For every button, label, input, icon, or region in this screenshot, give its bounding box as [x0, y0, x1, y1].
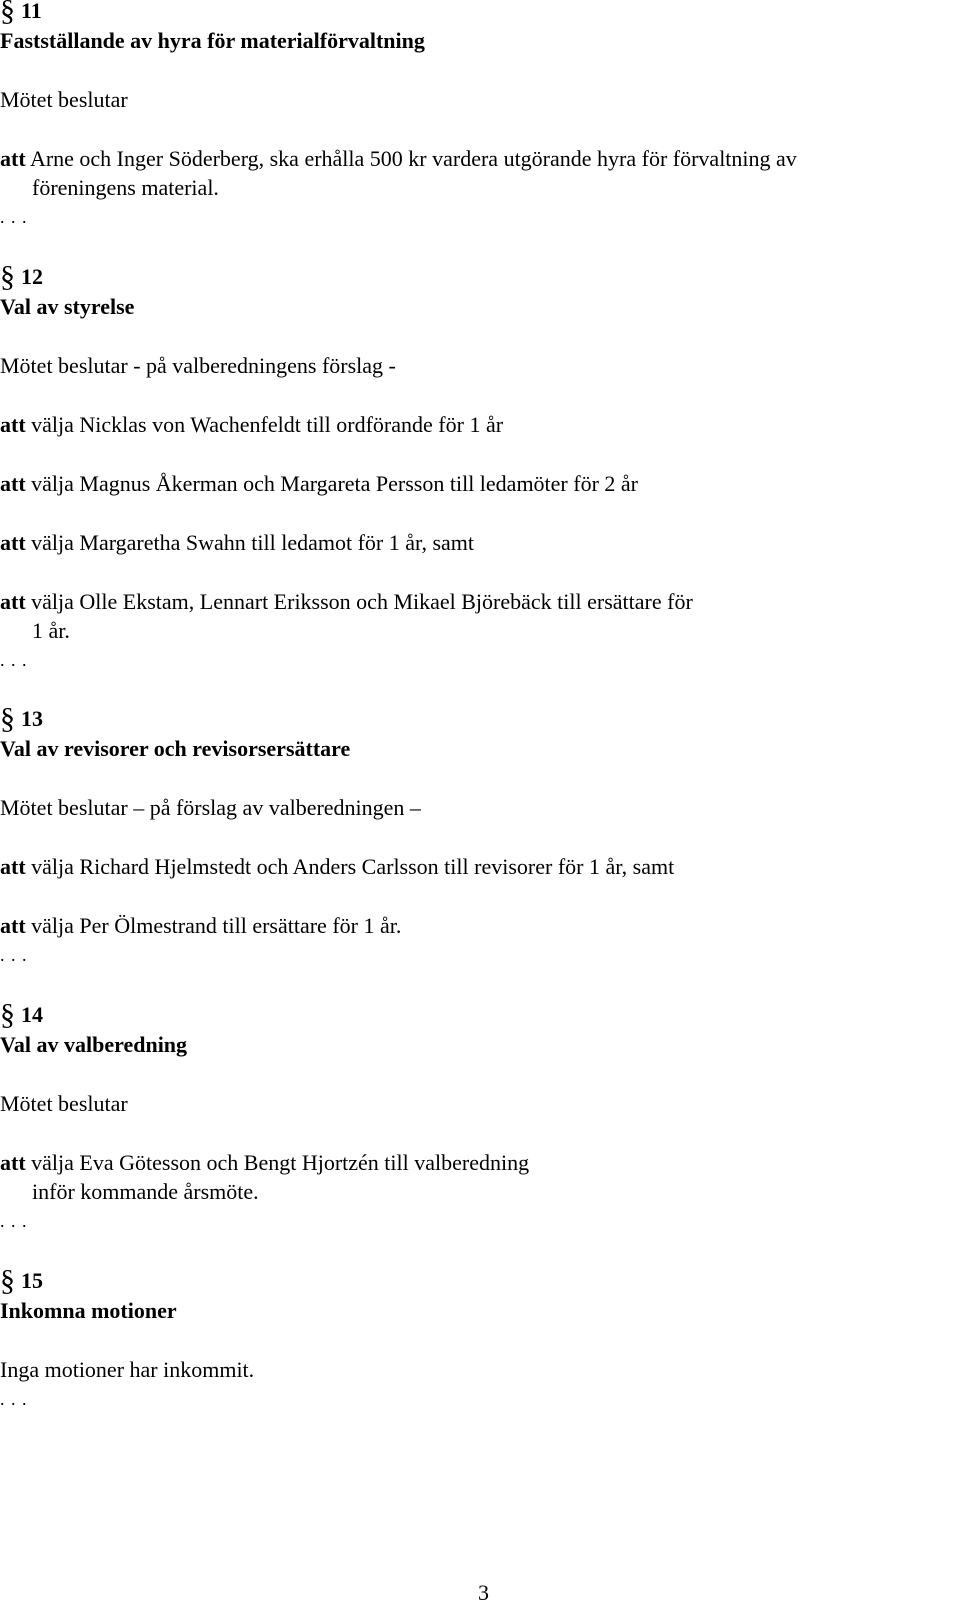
- att-keyword: att: [0, 913, 26, 938]
- decision-continuation: 1 år.: [32, 618, 70, 643]
- decision-line: [0, 911, 401, 941]
- att-keyword: att: [0, 854, 26, 879]
- att-keyword: att: [0, 412, 26, 437]
- section-number: 11: [21, 0, 42, 23]
- decision-line: [0, 410, 503, 440]
- att-keyword: att: [0, 146, 26, 171]
- decision-line: [0, 587, 693, 617]
- section-title: Val av styrelse: [0, 294, 135, 319]
- decision-text: välja Margaretha Swahn till ledamot för 1 år, samt: [25, 530, 475, 555]
- att-keyword: att: [0, 471, 26, 496]
- decision-continuation: inför kommande årsmöte.: [32, 1179, 259, 1204]
- section-intro: Mötet beslutar: [0, 87, 128, 112]
- decision-continuation: föreningens material.: [32, 175, 219, 200]
- separator-dots: . . .: [0, 650, 28, 670]
- att-keyword: att: [0, 589, 26, 614]
- decision-text: välja Per Ölmestrand till ersättare för 1 år.: [25, 913, 402, 938]
- section-14-heading: [0, 1000, 43, 1030]
- section-13-heading: [0, 704, 43, 734]
- section-number: 13: [21, 706, 43, 731]
- decision-line: [0, 852, 674, 882]
- section-15-heading: [0, 1266, 43, 1296]
- section-number: 14: [21, 1002, 43, 1027]
- section-title: Inkomna motioner: [0, 1298, 177, 1323]
- section-12-heading: [0, 262, 43, 292]
- att-keyword: att: [0, 530, 26, 555]
- section-symbol: §: [0, 0, 15, 27]
- section-title: Val av valberedning: [0, 1032, 188, 1057]
- decision-line: [0, 528, 474, 558]
- decision-line: [0, 1148, 529, 1178]
- decision-text: välja Eva Götesson och Bengt Hjortzén till valberedning: [25, 1150, 530, 1175]
- separator-dots: . . .: [0, 207, 28, 227]
- section-11-heading: [0, 0, 42, 26]
- section-number: 12: [21, 264, 43, 289]
- section-intro: Mötet beslutar – på förslag av valberedningen –: [0, 795, 421, 820]
- section-title: Fastställande av hyra för materialförvaltning: [0, 28, 425, 53]
- section-symbol: §: [0, 1264, 15, 1297]
- decision-line: [0, 469, 638, 499]
- decision-text: välja Olle Ekstam, Lennart Eriksson och Mikael Björebäck till ersättare för: [25, 589, 693, 614]
- decision-text: välja Magnus Åkerman och Margareta Persson till ledamöter för 2 år: [25, 471, 639, 496]
- separator-dots: . . .: [0, 1211, 28, 1231]
- page-number: 3: [478, 1580, 489, 1605]
- decision-text: välja Nicklas von Wachenfeldt till ordförande för 1 år: [25, 412, 504, 437]
- section-symbol: §: [0, 998, 15, 1031]
- section-symbol: §: [0, 702, 15, 735]
- section-title: Val av revisorer och revisorsersättare: [0, 736, 351, 761]
- section-intro: Mötet beslutar - på valberedningens förslag -: [0, 353, 396, 378]
- decision-line: [0, 144, 797, 174]
- decision-text: Arne och Inger Söderberg, ska erhålla 500 kr vardera utgörande hyra för förvaltning av: [25, 146, 797, 171]
- section-intro: Inga motioner har inkommit.: [0, 1357, 255, 1382]
- separator-dots: . . .: [0, 945, 28, 965]
- section-intro: Mötet beslutar: [0, 1091, 128, 1116]
- section-symbol: §: [0, 260, 15, 293]
- decision-text: välja Richard Hjelmstedt och Anders Carlsson till revisorer för 1 år, samt: [25, 854, 675, 879]
- att-keyword: att: [0, 1150, 26, 1175]
- section-number: 15: [21, 1268, 43, 1293]
- separator-dots: . . .: [0, 1389, 28, 1409]
